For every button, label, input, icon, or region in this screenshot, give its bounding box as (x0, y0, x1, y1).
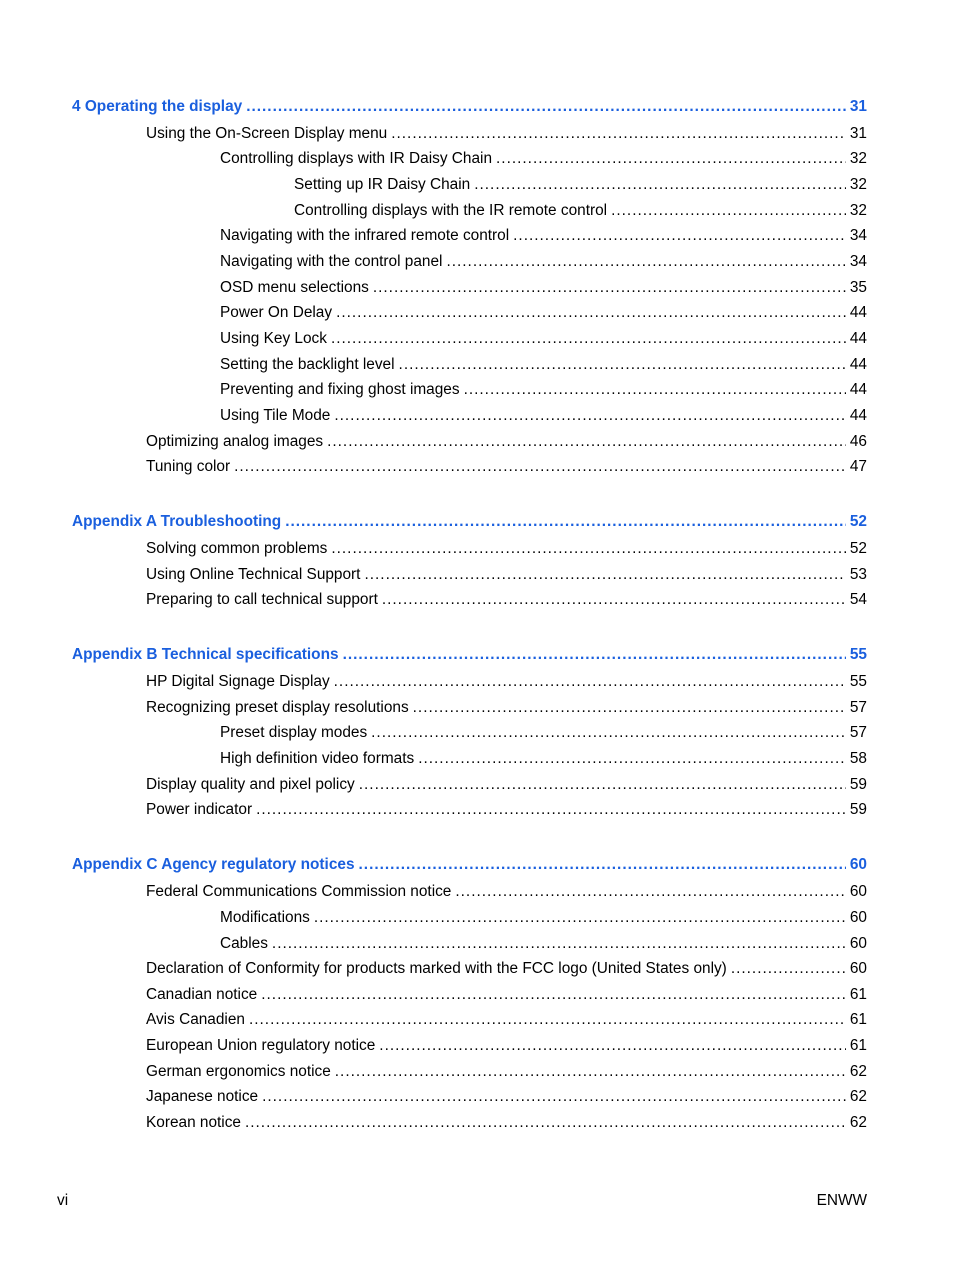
toc-entry-title: Navigating with the infrared remote control (220, 225, 513, 247)
toc-entry[interactable] (146, 431, 867, 453)
toc-entry-page: 47 (846, 456, 867, 478)
toc-entry-page: 61 (846, 1009, 867, 1031)
toc-entry-page: 57 (846, 697, 867, 719)
toc-entry-title: Cables (220, 933, 272, 955)
dot-leader (413, 697, 846, 719)
dot-leader (256, 799, 846, 821)
toc-entry[interactable] (146, 1086, 867, 1108)
dot-leader (446, 251, 845, 273)
toc-entry-page: 31 (846, 96, 867, 118)
dot-leader (364, 564, 845, 586)
dot-leader (331, 328, 846, 350)
toc-entry-title: Modifications (220, 907, 314, 929)
dot-leader (373, 277, 846, 299)
toc-entry-title: Power On Delay (220, 302, 336, 324)
toc-entry-page: 60 (846, 958, 867, 980)
toc-entry-title: European Union regulatory notice (146, 1035, 379, 1057)
toc-entry-title: Preventing and fixing ghost images (220, 379, 464, 401)
toc-entry-page: 61 (846, 984, 867, 1006)
toc-entry[interactable] (220, 328, 867, 350)
toc-entry-page: 60 (846, 881, 867, 903)
toc-entry-page: 35 (846, 277, 867, 299)
toc-entry-page: 52 (846, 538, 867, 560)
toc-entry-page: 44 (846, 405, 867, 427)
toc-entry-page: 57 (846, 722, 867, 744)
footer-label: ENWW (816, 1192, 867, 1209)
dot-leader (336, 302, 846, 324)
dot-leader (335, 1061, 846, 1083)
toc-entry[interactable] (220, 148, 867, 170)
dot-leader (418, 748, 846, 770)
toc-entry-title: Controlling displays with IR Daisy Chain (220, 148, 496, 170)
toc-entry-page: 53 (846, 564, 867, 586)
dot-leader (513, 225, 846, 247)
dot-leader (731, 958, 846, 980)
dot-leader (285, 511, 846, 533)
toc-entry-page: 55 (846, 644, 867, 666)
toc-entry-title: Setting the backlight level (220, 354, 399, 376)
toc-entry-page: 34 (846, 251, 867, 273)
toc-entry[interactable] (220, 907, 867, 929)
dot-leader (334, 405, 846, 427)
toc-entry-title: German ergonomics notice (146, 1061, 335, 1083)
dot-leader (331, 538, 846, 560)
dot-leader (379, 1035, 846, 1057)
dot-leader (371, 722, 846, 744)
toc-entry-title: Federal Communications Commission notice (146, 881, 455, 903)
toc-entry-title: Using the On-Screen Display menu (146, 123, 391, 145)
toc-chapter-entry[interactable] (72, 854, 867, 876)
toc-entry-title: OSD menu selections (220, 277, 373, 299)
toc-entry-page: 54 (846, 589, 867, 611)
toc-entry-title: Preset display modes (220, 722, 371, 744)
toc-chapter-entry[interactable] (72, 644, 867, 666)
toc-entry[interactable] (294, 200, 867, 222)
toc-entry[interactable] (220, 277, 867, 299)
toc-entry-title: Power indicator (146, 799, 256, 821)
toc-entry[interactable] (146, 774, 867, 796)
dot-leader (262, 1086, 846, 1108)
toc-entry-title: Navigating with the control panel (220, 251, 446, 273)
toc-entry-page: 46 (846, 431, 867, 453)
toc-entry-page: 31 (846, 123, 867, 145)
toc-entry-title: Preparing to call technical support (146, 589, 382, 611)
dot-leader (249, 1009, 846, 1031)
toc-entry[interactable] (146, 799, 867, 821)
toc-entry[interactable] (146, 538, 867, 560)
toc-entry[interactable] (146, 697, 867, 719)
toc-entry[interactable] (146, 1112, 867, 1134)
toc-entry-page: 32 (846, 174, 867, 196)
toc-entry[interactable] (220, 251, 867, 273)
toc-entry-title: Optimizing analog images (146, 431, 327, 453)
toc-entry[interactable] (146, 456, 867, 478)
toc-entry-title: Controlling displays with the IR remote control (294, 200, 611, 222)
toc-entry-page: 60 (846, 854, 867, 876)
toc-entry[interactable] (146, 564, 867, 586)
toc-entry[interactable] (220, 405, 867, 427)
toc-entry-page: 60 (846, 907, 867, 929)
dot-leader (245, 1112, 846, 1134)
toc-entry-title: Avis Canadien (146, 1009, 249, 1031)
toc-entry-title: Recognizing preset display resolutions (146, 697, 413, 719)
toc-entry-title: Setting up IR Daisy Chain (294, 174, 474, 196)
toc-entry-title: Using Tile Mode (220, 405, 334, 427)
toc-entry-page: 62 (846, 1061, 867, 1083)
toc-entry-page: 59 (846, 774, 867, 796)
dot-leader (272, 933, 846, 955)
toc-entry-title: Appendix B Technical specifications (72, 644, 343, 666)
toc-entry-page: 58 (846, 748, 867, 770)
toc-entry[interactable] (146, 1009, 867, 1031)
toc-entry-title: Appendix C Agency regulatory notices (72, 854, 359, 876)
toc-entry[interactable] (220, 225, 867, 247)
toc-entry[interactable] (294, 174, 867, 196)
dot-leader (455, 881, 846, 903)
footer-page-number: vi (57, 1192, 69, 1209)
toc-entry-title: Tuning color (146, 456, 234, 478)
toc-entry[interactable] (146, 881, 867, 903)
toc-entry-title: Using Key Lock (220, 328, 331, 350)
toc-entry-page: 44 (846, 328, 867, 350)
dot-leader (327, 431, 846, 453)
toc-entry[interactable] (220, 722, 867, 744)
toc-entry-page: 44 (846, 379, 867, 401)
toc-entry-page: 61 (846, 1035, 867, 1057)
dot-leader (246, 96, 846, 118)
toc-entry-page: 62 (846, 1112, 867, 1134)
dot-leader (391, 123, 846, 145)
toc-entry[interactable] (146, 123, 867, 145)
toc-entry-page: 60 (846, 933, 867, 955)
toc-chapter-entry[interactable] (72, 511, 867, 533)
toc-entry-page: 44 (846, 302, 867, 324)
toc-entry[interactable] (146, 1061, 867, 1083)
toc-entry-page: 52 (846, 511, 867, 533)
dot-leader (359, 774, 846, 796)
toc-entry-title: Solving common problems (146, 538, 331, 560)
dot-leader (399, 354, 846, 376)
toc-entry-title: Canadian notice (146, 984, 261, 1006)
toc-entry-title: Using Online Technical Support (146, 564, 364, 586)
toc-entry[interactable] (146, 984, 867, 1006)
dot-leader (359, 854, 846, 876)
toc-entry[interactable] (146, 589, 867, 611)
toc-entry[interactable] (146, 671, 867, 693)
dot-leader (234, 456, 846, 478)
toc-entry[interactable] (146, 958, 867, 980)
dot-leader (382, 589, 846, 611)
toc-entry[interactable] (220, 748, 867, 770)
toc-entry-page: 55 (846, 671, 867, 693)
toc-entry-title: Japanese notice (146, 1086, 262, 1108)
dot-leader (474, 174, 846, 196)
dot-leader (314, 907, 846, 929)
dot-leader (464, 379, 846, 401)
toc-entry-title: Display quality and pixel policy (146, 774, 359, 796)
toc-entry-page: 32 (846, 148, 867, 170)
toc-entry-page: 62 (846, 1086, 867, 1108)
dot-leader (496, 148, 846, 170)
toc-entry-title: High definition video formats (220, 748, 418, 770)
toc-entry-title: 4 Operating the display (72, 96, 246, 118)
toc-entry-page: 34 (846, 225, 867, 247)
dot-leader (334, 671, 846, 693)
toc-entry[interactable] (220, 354, 867, 376)
toc-entry-page: 44 (846, 354, 867, 376)
dot-leader (343, 644, 846, 666)
toc-entry-title: Appendix A Troubleshooting (72, 511, 285, 533)
toc-entry-title: Declaration of Conformity for products marked with the FCC logo (United States only) (146, 958, 731, 980)
dot-leader (611, 200, 846, 222)
toc-entry-title: Korean notice (146, 1112, 245, 1134)
toc-entry[interactable] (220, 933, 867, 955)
dot-leader (261, 984, 846, 1006)
toc-entry-title: HP Digital Signage Display (146, 671, 334, 693)
toc-chapter-entry[interactable] (72, 96, 867, 118)
toc-entry-page: 32 (846, 200, 867, 222)
toc-entry[interactable] (220, 302, 867, 324)
toc-entry[interactable] (220, 379, 867, 401)
toc-entry[interactable] (146, 1035, 867, 1057)
toc-entry-page: 59 (846, 799, 867, 821)
